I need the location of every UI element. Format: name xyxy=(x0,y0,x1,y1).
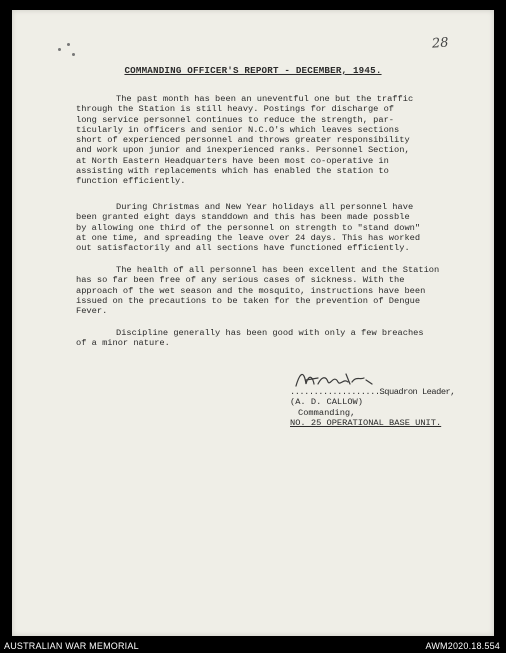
text-line: at one time, and spreading the leave over 24 days. This has worked xyxy=(76,232,421,243)
text-line: The past month has been an uneventful one but the traffic xyxy=(116,94,414,104)
signatory-name: (A. D. CALLOW) xyxy=(290,397,363,408)
punch-hole-mark xyxy=(72,53,75,56)
footer-accession-number: AWM2020.18.554 xyxy=(425,641,500,651)
signatory-role: Commanding, xyxy=(298,407,356,418)
text-line: at North Eastern Headquarters have been most co-operative in xyxy=(76,155,389,166)
text-line: assisting with replacements which has enabled the station to xyxy=(76,166,389,177)
punch-hole-mark xyxy=(67,43,70,46)
document-page xyxy=(12,10,494,636)
folio-number: 28 xyxy=(431,35,450,52)
text-line: Fever. xyxy=(76,306,108,317)
report-title: COMMANDING OFFICER'S REPORT - DECEMBER, 1945. xyxy=(124,65,382,76)
text-line: and work upon junior and inexperienced ranks. Personnel Section, xyxy=(76,145,410,156)
paragraph-discipline xyxy=(76,328,462,349)
footer-institution: AUSTRALIAN WAR MEMORIAL xyxy=(4,641,139,651)
text-line: approach of the wet season and the mosquito, instructions have been xyxy=(76,285,426,296)
paragraph-health xyxy=(76,265,462,316)
text-line: of a minor nature. xyxy=(76,338,170,349)
text-line: ticularly in officers and senior N.C.O's which leaves sections xyxy=(76,124,400,135)
text-line: by allowing one third of the personnel on strength to "stand down" xyxy=(76,222,421,233)
text-line: During Christmas and New Year holidays all personnel have xyxy=(116,202,414,212)
text-line: issued on the precautions to be taken for the prevention of Dengue xyxy=(76,295,421,306)
signatory-unit: NO. 25 OPERATIONAL BASE UNIT. xyxy=(290,417,442,428)
text-line: through the Station is still heavy. Postings for discharge of xyxy=(76,104,395,115)
signature-block xyxy=(290,387,455,428)
text-line: The health of all personnel has been excellent and the Station xyxy=(116,265,440,275)
text-line: long service personnel continues to reduce the strength, par- xyxy=(76,114,395,125)
punch-hole-mark xyxy=(58,48,61,51)
text-line: short of experienced personnel and throws greater responsibility xyxy=(76,135,410,146)
text-line: has so far been free of any serious cases of sickness. With the xyxy=(76,275,405,286)
paragraph-traffic xyxy=(76,94,462,187)
text-line: been granted eight days standdown and this has been made possble xyxy=(76,212,410,223)
signature-rank-line: ...................Squadron Leader, xyxy=(290,387,455,397)
text-line: Discipline generally has been good with only a few breaches xyxy=(116,328,424,338)
text-line: function efficiently. xyxy=(76,176,186,187)
paragraph-holidays xyxy=(76,202,462,253)
text-line: out satisfactorily and all sections have functioned efficiently. xyxy=(76,243,410,254)
